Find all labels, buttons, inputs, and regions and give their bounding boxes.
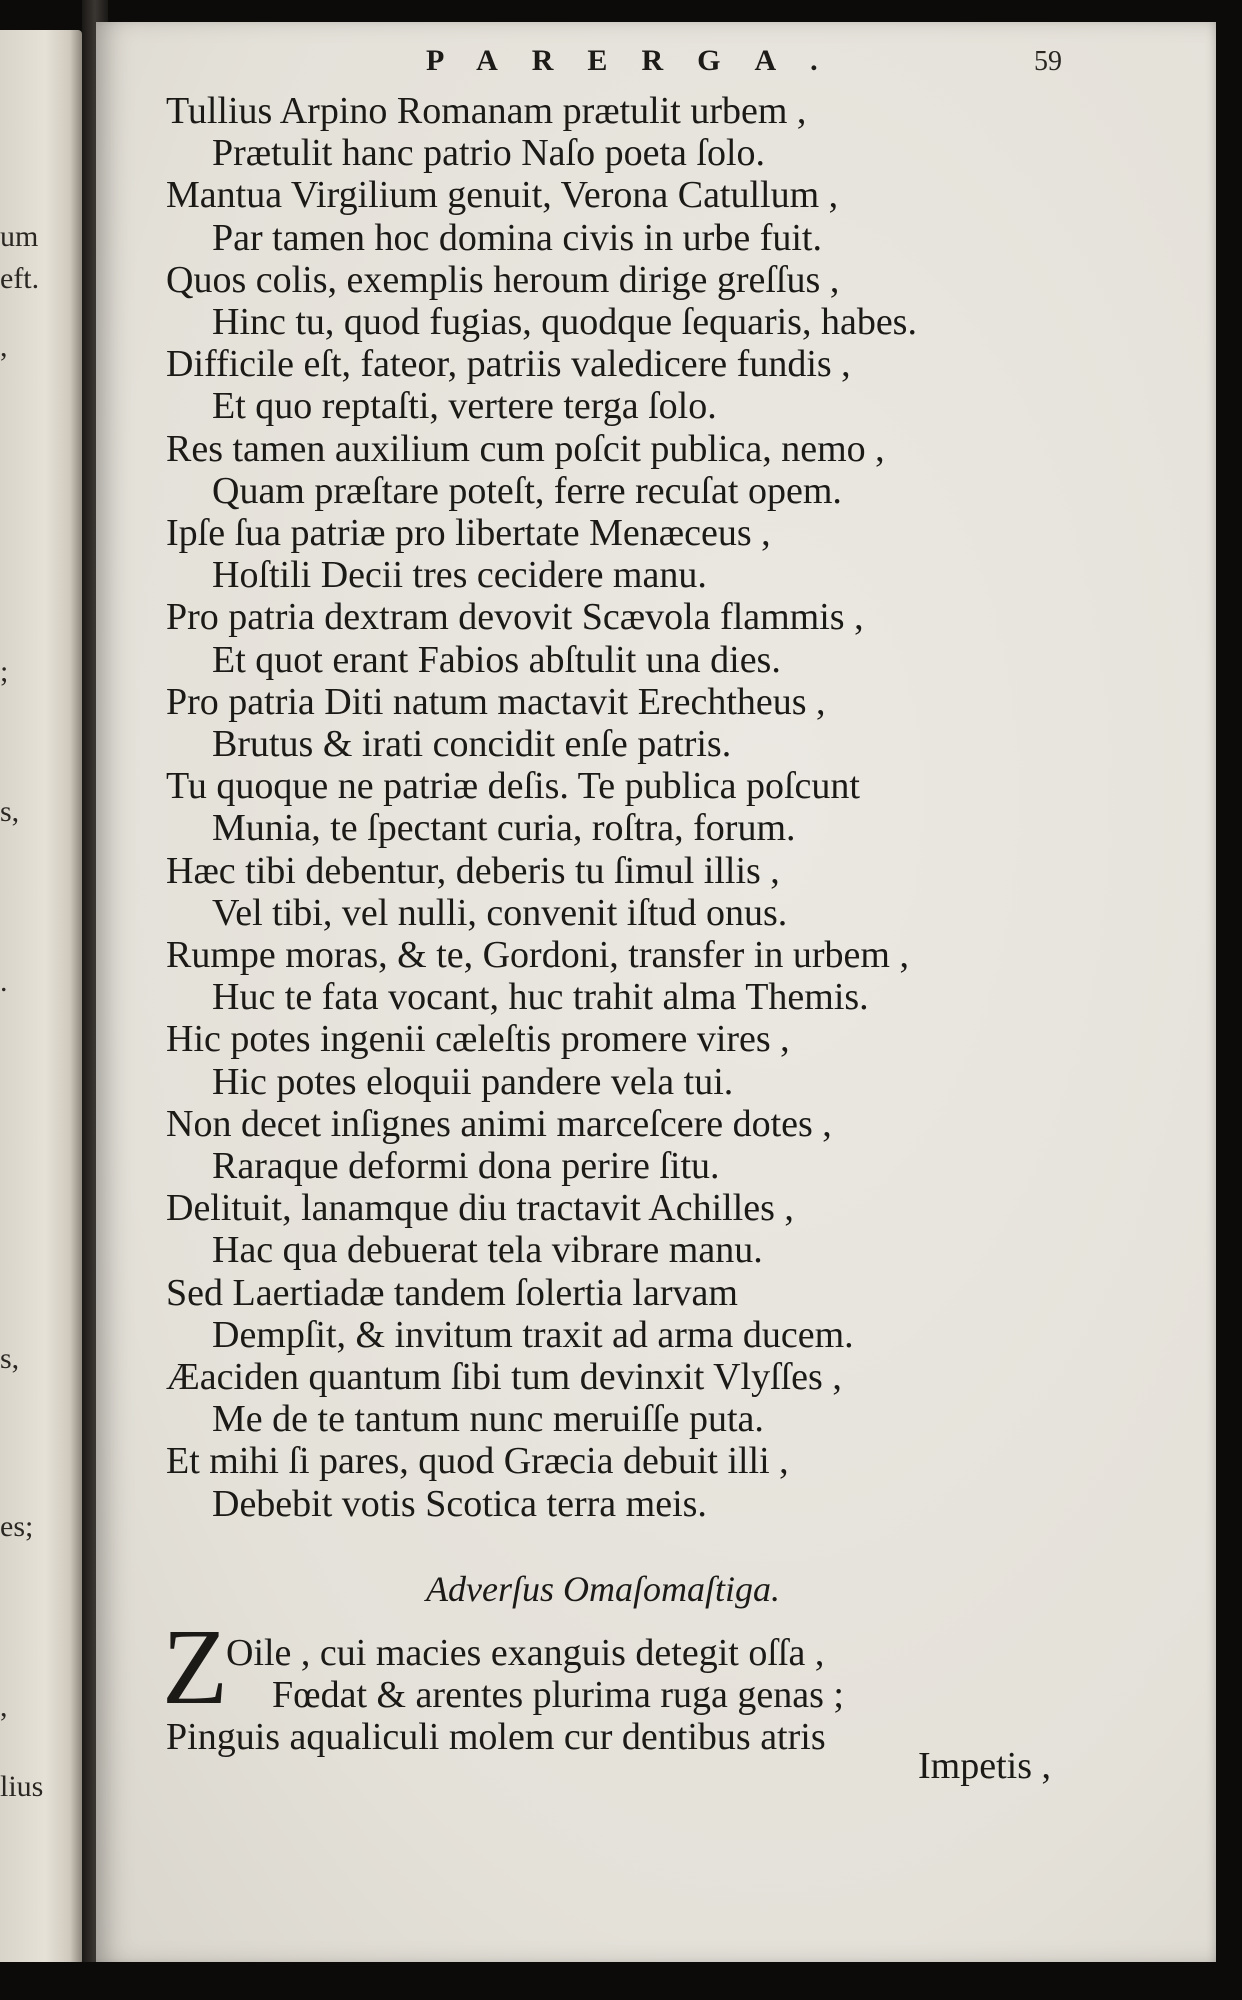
verse-line: Oile , cui macies exanguis detegit oſſa , xyxy=(226,1632,825,1674)
page-header xyxy=(96,44,1216,94)
verse-line: Raraque deformi dona perire ſitu. xyxy=(212,1145,720,1187)
verse-line: Hic potes ingenii cæleſtis promere vires , xyxy=(166,1018,790,1061)
left-fragment: um xyxy=(0,220,39,253)
left-fragment: s, xyxy=(0,1342,20,1375)
verse-line: Hac qua debuerat tela vibrare manu. xyxy=(212,1229,763,1272)
verse-line: Non decet inſignes animi marceſcere dotes , xyxy=(166,1102,832,1145)
left-fragment: eft. xyxy=(0,262,40,295)
left-fragment: s, xyxy=(0,795,20,828)
verse-line: Quos colis, exemplis heroum dirige greſſus , xyxy=(166,258,840,301)
verse-line: Brutus & irati concidit enſe patris. xyxy=(212,723,732,765)
catchword: Impetis , xyxy=(918,1745,1051,1787)
verse-line: Pro patria dextram devovit Scævola flammis , xyxy=(166,596,864,639)
poem-title: Adverſus Omaſomaſtiga. xyxy=(426,1569,780,1609)
verse-line: Hinc tu, quod fugias, quodque ſequaris, habes. xyxy=(212,301,917,343)
verse-line: Quam præſtare poteſt, ferre recuſat opem. xyxy=(212,469,842,512)
verse-line: Sed Laertiadæ tandem ſolertia larvam xyxy=(166,1271,738,1314)
previous-page-edge xyxy=(0,30,82,1965)
left-fragment: lius xyxy=(0,1770,44,1803)
scan-bottom-edge xyxy=(0,1962,1242,2000)
verse-line: Pinguis aqualiculi molem cur dentibus atris xyxy=(166,1716,826,1758)
verse-line: Et quot erant Fabios abſtulit una dies. xyxy=(212,638,781,681)
verse-line: Æaciden quantum ſibi tum devinxit Vlyſſes , xyxy=(166,1356,842,1398)
verse-line: Tu quoque ne patriæ deſis. Te publica poſcunt xyxy=(166,765,860,808)
verse-line: Tullius Arpino Romanam prætulit urbem , xyxy=(166,90,807,132)
verse-line: Debebit votis Scotica terra meis. xyxy=(212,1482,707,1525)
verse-line: Ipſe ſua patriæ pro libertate Menæceus , xyxy=(166,512,771,554)
verse-line: Me de te tantum nunc meruiſſe puta. xyxy=(212,1398,764,1441)
left-fragment: , xyxy=(0,330,8,363)
verse-line: Hoſtili Decii tres cecidere manu. xyxy=(212,554,707,597)
verse-line: Et mihi ſi pares, quod Græcia debuit illi , xyxy=(166,1440,789,1483)
left-fragment: es; xyxy=(0,1510,34,1543)
left-fragment: ; xyxy=(0,655,9,688)
verse-line: Hæc tibi debentur, deberis tu ſimul illis , xyxy=(166,849,780,892)
verse-line: Mantua Virgilium genuit, Verona Catullum , xyxy=(166,174,839,217)
verse-line: Et quo reptaſti, vertere terga ſolo. xyxy=(212,385,717,428)
verse-line: Pro patria Diti natum mactavit Erechtheus , xyxy=(166,680,826,723)
page-number: 59 xyxy=(1034,46,1062,77)
running-head: PARERGA. xyxy=(426,44,852,77)
left-fragment: , xyxy=(0,1690,8,1723)
verse-line: Par tamen hoc domina civis in urbe fuit. xyxy=(212,216,822,259)
left-fragment: . xyxy=(0,965,8,998)
verse-line: Prætulit hanc patrio Naſo poeta ſolo. xyxy=(212,132,766,175)
verse-line: Res tamen auxilium cum poſcit publica, nemo , xyxy=(166,427,885,470)
book-page xyxy=(96,22,1216,1962)
verse-line: Difficile eſt, fateor, patriis valedicere fundis , xyxy=(166,343,851,386)
verse-line: Vel tibi, vel nulli, convenit iſtud onus. xyxy=(212,891,788,934)
verse-line: Dempſit, & invitum traxit ad arma ducem. xyxy=(212,1313,854,1356)
verse-line: Huc te fata vocant, huc trahit alma Themis. xyxy=(212,976,869,1019)
verse-line: Hic potes eloquii pandere vela tui. xyxy=(212,1060,734,1103)
verse-line: Delituit, lanamque diu tractavit Achilles , xyxy=(166,1187,794,1230)
verse-line: Rumpe moras, & te, Gordoni, transfer in urbem , xyxy=(166,934,909,976)
verse-line: Fœdat & arentes plurima ruga genas ; xyxy=(272,1674,844,1716)
verse-line: Munia, te ſpectant curia, roſtra, forum. xyxy=(212,807,796,850)
drop-cap: Z xyxy=(162,1608,228,1727)
